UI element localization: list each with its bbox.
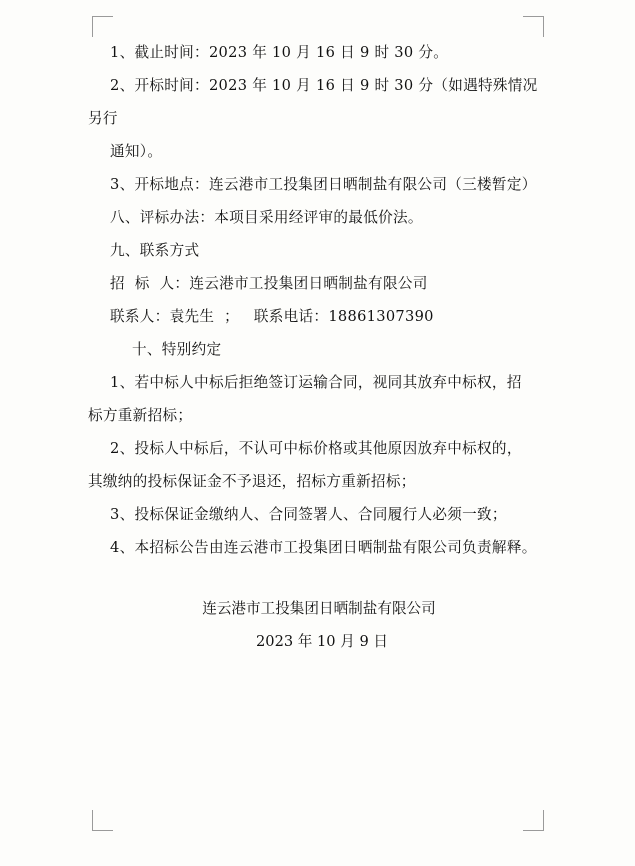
text-line: 1、截止时间：2023 年 10 月 16 日 9 时 30 分。 — [110, 44, 449, 61]
text-line: 2、开标时间：2023 年 10 月 16 日 9 时 30 分（如遇特殊情况另行 — [88, 77, 538, 127]
text-line: 通知）。 — [110, 143, 163, 160]
text-line: 4、本招标公告由连云港市工投集团日晒制盐有限公司负责解释。 — [110, 539, 537, 556]
signature-company: 连云港市工投集团日晒制盐有限公司 — [202, 600, 436, 617]
signature-block — [88, 592, 550, 658]
crop-mark-top-left — [92, 16, 113, 37]
crop-mark-top-right — [523, 16, 544, 37]
document-body — [88, 36, 550, 564]
crop-mark-bottom-right — [523, 810, 544, 831]
text-line: 2、投标人中标后，不认可中标价格或其他原因放弃中标权的， — [110, 440, 522, 457]
text-line: 八、评标办法：本项目采用经评审的最低价法。 — [110, 209, 423, 226]
crop-mark-bottom-left — [92, 810, 113, 831]
text-line: 3、投标保证金缴纳人、合同签署人、合同履行人必须一致； — [110, 506, 507, 523]
text-line: 联系人：袁先生 ； 联系电话：18861307390 — [110, 308, 434, 325]
signature-date: 2023 年 10 月 9 日 — [256, 633, 388, 650]
text-line: 3、开标地点：连云港市工投集团日晒制盐有限公司（三楼暂定） — [110, 176, 537, 193]
text-line: 招 标 人：连云港市工投集团日晒制盐有限公司 — [110, 275, 428, 292]
text-line: 十、特别约定 — [132, 341, 222, 358]
text-line: 其缴纳的投标保证金不予退还，招标方重新招标； — [88, 473, 416, 490]
text-line: 标方重新招标； — [88, 407, 193, 424]
text-line: 1、若中标人中标后拒绝签订运输合同，视同其放弃中标权，招 — [110, 374, 522, 391]
text-line: 九、联系方式 — [110, 242, 200, 259]
